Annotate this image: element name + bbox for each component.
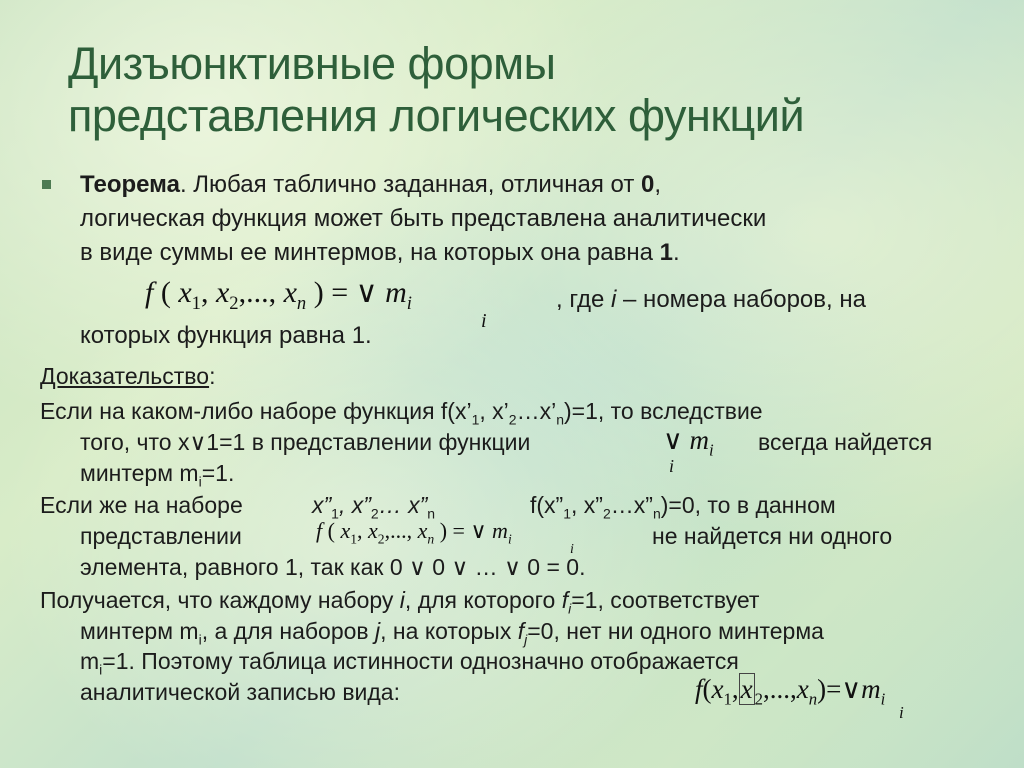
proof-p2-formula: f ( $x_1$, $x_2$,..., $x_n$ ) = ∨ $m_i$ xyxy=(316,518,512,547)
proof-p1-under-i: i xyxy=(669,456,675,476)
proof-p3-line-3: $m_i=1$. Поэтому таблица истинности однозначно отображается xyxy=(80,648,739,678)
theorem-label: Теорема xyxy=(80,171,180,198)
bullet-square-icon xyxy=(42,180,51,189)
title-line-1: Дизъюнктивные формы xyxy=(68,38,556,89)
proof-p2-line-1a: Если же на наборе xyxy=(40,492,243,518)
proof-heading: Доказательство: xyxy=(40,363,216,389)
proof-p1-line-3: минтерм $m_i=1$. xyxy=(80,460,235,490)
theorem-line-3: в виде суммы ее минтермов, на которых она равна 1. xyxy=(80,239,680,266)
proof-p3-line-1: Получается, что каждому набору i, для которого $f_i=1$, соответствует xyxy=(40,587,760,617)
theorem-line-1: Теорема. Любая таблично заданная, отличная от 0, xyxy=(80,171,662,198)
proof-p2-set: $x”_1$, $x”_2\dots$ $x”_n$ xyxy=(312,492,436,522)
final-formula: $f(x_1,x$ $_2,...,x_n)=\vee m_i$ xyxy=(695,674,886,709)
final-formula-under-i: i xyxy=(899,703,904,722)
theorem-line-4: , где i – номера наборов, на xyxy=(556,286,866,313)
theorem-formula: f ( $x_1$, $x_2$,..., $x_n$ ) = ∨ $m_i$ xyxy=(145,276,412,314)
proof-p2-line-2b: не найдется ни одного xyxy=(652,523,893,549)
proof-p2-under-i: i xyxy=(570,542,574,557)
final-formula-boxed-x: x xyxy=(740,674,753,704)
proof-p2-line-2a: представлении xyxy=(80,523,242,549)
title-line-2: представления логических функций xyxy=(68,90,805,141)
proof-p1-line-2a: того, что x∨1=1 в представлении функции xyxy=(80,429,531,455)
proof-p1-or-formula: ∨ $m_i$ xyxy=(663,425,714,460)
proof-p2-func: $f(x”_1$, $x”_2\dots x”_n)=0$, то в данном xyxy=(530,492,836,522)
proof-p1-line-2b: всегда найдется xyxy=(758,429,933,455)
proof-p3-line-2: минтерм $m_i$, а для наборов j, на которых $f_j=0$, нет ни одного минтерма xyxy=(80,618,824,648)
proof-p3-line-4: аналитической записью вида: xyxy=(80,679,400,705)
formula-under-i: i xyxy=(481,310,487,332)
theorem-line-5: которых функция равна 1. xyxy=(80,322,372,349)
theorem-line-2: логическая функция может быть представлена аналитически xyxy=(80,205,767,232)
proof-p2-line-3: элемента, равного 1, так как 0 ∨ 0 ∨ … ∨ 0 = 0. xyxy=(80,554,586,580)
slide-title xyxy=(68,38,988,142)
proof-p1-line-1: Если на каком-либо наборе функция $f(x’_1$, $x’_2\dots x’_n)=1$, то вследствие xyxy=(40,398,763,428)
